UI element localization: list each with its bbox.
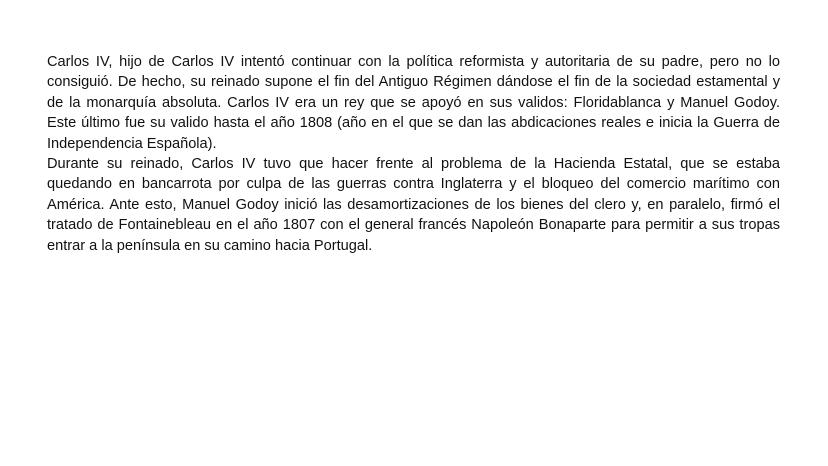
document-body	[47, 52, 780, 256]
paragraph-carlos-iv-intro: Carlos IV, hijo de Carlos IV intentó continuar con la política reformista y autoritaria de su padre, pero no lo consiguió. De hecho, su reinado supone el fin del Antiguo Régimen dándose el fin de la sociedad estamental y de la monarquía absoluta. Carlos IV era un rey que se apoyó en sus validos: Floridablanca y Manuel Godoy. Este último fue su valido hasta el año 1808 (año en el que se dan las abdicaciones reales e inicia la Guerra de Independencia Española).	[47, 54, 780, 152]
paragraph-hacienda-estatal: Durante su reinado, Carlos IV tuvo que hacer frente al problema de la Hacienda Estatal, que se estaba quedando en bancarrota por culpa de las guerras contra Inglaterra y el bloqueo del comercio marítimo con América. Ante esto, Manuel Godoy inició las desamortizaciones de los bienes del clero y, en paralelo, firmó el tratado de Fontainebleau en el año 1807 con el general francés Napoleón Bonaparte para permitir a sus tropas entrar a la península en su camino hacia Portugal.	[47, 156, 780, 254]
